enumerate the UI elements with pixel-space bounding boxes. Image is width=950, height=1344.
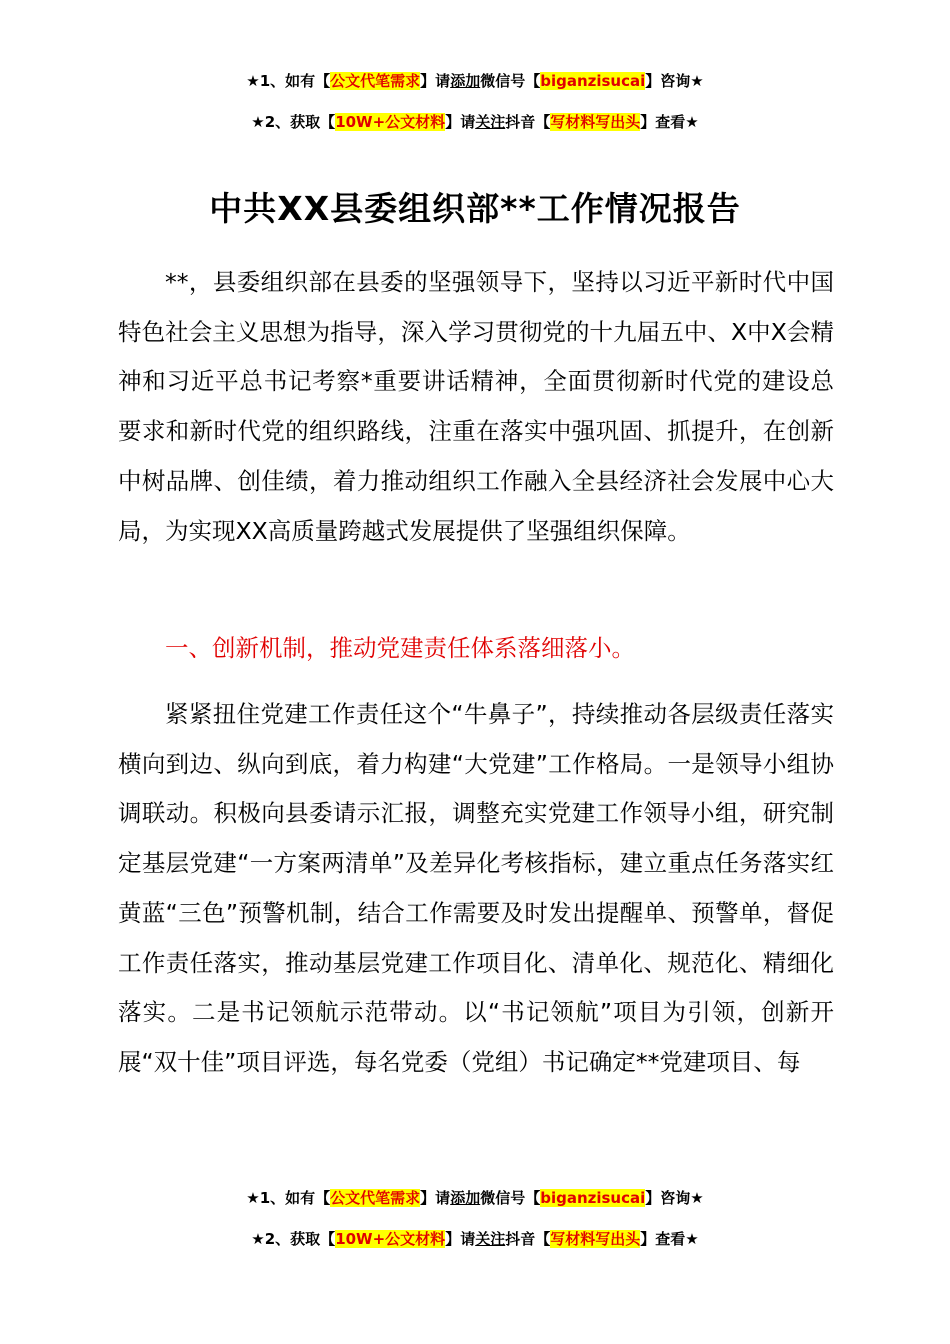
section-1-heading: 一、创新机制，推动党建责任体系落细落小。 — [165, 634, 635, 662]
highlight-wechat-id: biganzisucai — [540, 72, 646, 90]
bottom-banner-line-1: ★1、如有【公文代笔需求】请添加微信号【biganzisucai】咨询★ — [246, 1189, 704, 1207]
highlight-douyin-id: 写材料写出头 — [550, 113, 641, 131]
document-title: 中共XX县委组织部**工作情况报告 — [209, 189, 741, 228]
top-banner-line-1: ★1、如有【公文代笔需求】请添加微信号【biganzisucai】咨询★ — [246, 72, 704, 90]
highlight-service: 公文代笔需求 — [330, 72, 421, 90]
section-1-body: 紧紧扭住党建工作责任这个“牛鼻子”，持续推动各层级责任落实横向到边、纵向到底，着力构建“大党建”工作格局。一是领导小组协调联动。积极向县委请示汇报，调整充实党建工作领导小组，研究制定基层党建“一方案两清单”及差异化考核指标，建立重点任务落实红黄蓝“三色”预警机制，结合工作需要及时发出提醒单、预警单，督促工作责任落实，推动基层党建工作项目化、清单化、规范化、精细化落实。二是书记领航示范带动。以“书记领航”项目为引领，创新开展“双十佳”项目评选，每名党委（党组）书记确定**党建项目、每 — [118, 700, 834, 1076]
bottom-banner-line-2: ★2、获取【10W+公文材料】请关注抖音【写材料写出头】查看★ — [251, 1230, 699, 1248]
top-banner-line-2: ★2、获取【10W+公文材料】请关注抖音【写材料写出头】查看★ — [251, 113, 699, 131]
intro-paragraph: **，县委组织部在县委的坚强领导下，坚持以习近平新时代中国特色社会主义思想为指导，深入学习贯彻党的十九届五中、X中X会精神和习近平总书记考察*重要讲话精神，全面贯彻新时代党的建设总要求和新时代党的组织路线，注重在落实中强巩固、抓提升，在创新中树品牌、创佳绩，着力推动组织工作融入全县经济社会发展中心大局，为实现XX高质量跨越式发展提供了坚强组织保障。 — [118, 268, 834, 545]
highlight-materials: 10W+公文材料 — [335, 113, 446, 131]
